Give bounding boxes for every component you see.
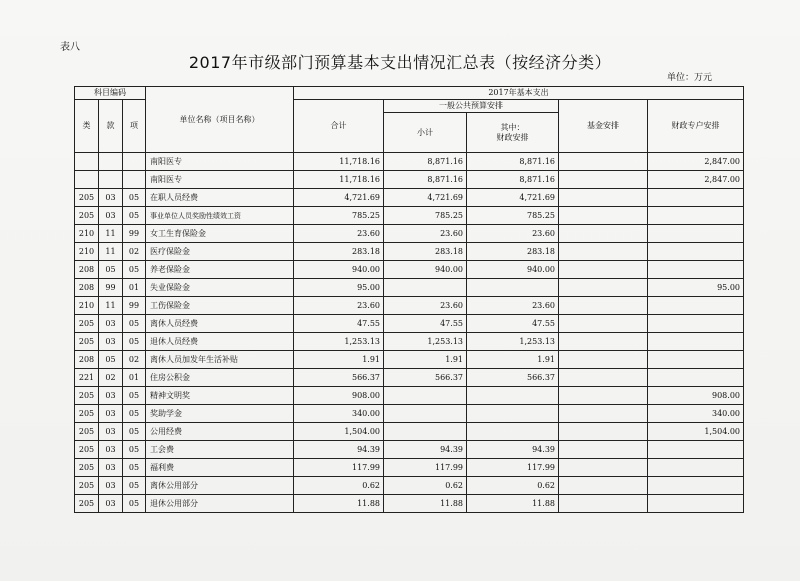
cell-unit-name: 工伤保险金 bbox=[146, 297, 294, 315]
cell-special bbox=[648, 333, 744, 351]
cell-unit-name: 事业单位人员奖励性绩效工资 bbox=[146, 207, 294, 225]
header-lei: 类 bbox=[75, 100, 99, 153]
cell-unit-name: 退休人员经费 bbox=[146, 333, 294, 351]
cell-kuan: 03 bbox=[99, 189, 123, 207]
cell-kuan: 03 bbox=[99, 207, 123, 225]
cell-xiang bbox=[123, 153, 146, 171]
cell-fund bbox=[559, 279, 648, 297]
cell-kuan: 11 bbox=[99, 243, 123, 261]
cell-subtotal: 117.99 bbox=[384, 459, 467, 477]
cell-fiscal bbox=[467, 387, 559, 405]
cell-special bbox=[648, 243, 744, 261]
cell-unit-name: 住房公积金 bbox=[146, 369, 294, 387]
header-general-budget: 一般公共预算安排 bbox=[384, 100, 559, 113]
cell-lei: 205 bbox=[75, 441, 99, 459]
cell-kuan: 11 bbox=[99, 225, 123, 243]
cell-subtotal bbox=[384, 387, 467, 405]
cell-special bbox=[648, 297, 744, 315]
cell-fiscal bbox=[467, 405, 559, 423]
cell-fund bbox=[559, 405, 648, 423]
table-row bbox=[75, 351, 744, 369]
cell-total: 4,721.69 bbox=[294, 189, 384, 207]
cell-subtotal bbox=[384, 279, 467, 297]
cell-fund bbox=[559, 153, 648, 171]
cell-subtotal: 1,253.13 bbox=[384, 333, 467, 351]
table-row bbox=[75, 225, 744, 243]
cell-fiscal: 23.60 bbox=[467, 297, 559, 315]
cell-xiang: 02 bbox=[123, 351, 146, 369]
cell-subtotal: 566.37 bbox=[384, 369, 467, 387]
cell-lei: 208 bbox=[75, 351, 99, 369]
cell-kuan bbox=[99, 153, 123, 171]
cell-xiang: 02 bbox=[123, 243, 146, 261]
cell-total: 11,718.16 bbox=[294, 171, 384, 189]
cell-xiang: 99 bbox=[123, 225, 146, 243]
cell-fund bbox=[559, 297, 648, 315]
cell-unit-name: 南阳医专 bbox=[146, 153, 294, 171]
cell-subtotal: 4,721.69 bbox=[384, 189, 467, 207]
cell-subtotal: 11.88 bbox=[384, 495, 467, 513]
cell-xiang: 05 bbox=[123, 423, 146, 441]
cell-kuan: 03 bbox=[99, 387, 123, 405]
table-row bbox=[75, 423, 744, 441]
cell-xiang: 05 bbox=[123, 405, 146, 423]
table-row bbox=[75, 261, 744, 279]
cell-fiscal: 940.00 bbox=[467, 261, 559, 279]
cell-subtotal: 23.60 bbox=[384, 297, 467, 315]
cell-kuan: 03 bbox=[99, 315, 123, 333]
cell-lei: 210 bbox=[75, 297, 99, 315]
cell-kuan: 03 bbox=[99, 495, 123, 513]
cell-unit-name: 离休人员经费 bbox=[146, 315, 294, 333]
table-row bbox=[75, 459, 744, 477]
cell-subtotal: 0.62 bbox=[384, 477, 467, 495]
cell-lei: 205 bbox=[75, 459, 99, 477]
cell-kuan: 03 bbox=[99, 441, 123, 459]
table-row bbox=[75, 243, 744, 261]
cell-unit-name: 在职人员经费 bbox=[146, 189, 294, 207]
table-row bbox=[75, 441, 744, 459]
table-row bbox=[75, 279, 744, 297]
cell-kuan: 03 bbox=[99, 459, 123, 477]
cell-subtotal: 8,871.16 bbox=[384, 171, 467, 189]
cell-fund bbox=[559, 369, 648, 387]
cell-subtotal: 94.39 bbox=[384, 441, 467, 459]
cell-xiang: 05 bbox=[123, 207, 146, 225]
cell-kuan: 05 bbox=[99, 351, 123, 369]
cell-unit-name: 退休公用部分 bbox=[146, 495, 294, 513]
cell-xiang: 01 bbox=[123, 279, 146, 297]
cell-total: 95.00 bbox=[294, 279, 384, 297]
cell-lei: 205 bbox=[75, 495, 99, 513]
cell-xiang: 05 bbox=[123, 261, 146, 279]
cell-lei: 221 bbox=[75, 369, 99, 387]
cell-fund bbox=[559, 495, 648, 513]
page-title: 2017年市级部门预算基本支出情况汇总表（按经济分类） bbox=[188, 53, 612, 72]
cell-fiscal: 283.18 bbox=[467, 243, 559, 261]
cell-fund bbox=[559, 477, 648, 495]
cell-fiscal: 785.25 bbox=[467, 207, 559, 225]
cell-fund bbox=[559, 441, 648, 459]
cell-fund bbox=[559, 315, 648, 333]
cell-fiscal: 94.39 bbox=[467, 441, 559, 459]
cell-xiang: 05 bbox=[123, 495, 146, 513]
cell-total: 47.55 bbox=[294, 315, 384, 333]
cell-special bbox=[648, 441, 744, 459]
table-row bbox=[75, 387, 744, 405]
cell-total: 23.60 bbox=[294, 297, 384, 315]
cell-special bbox=[648, 261, 744, 279]
cell-fiscal: 11.88 bbox=[467, 495, 559, 513]
cell-xiang: 01 bbox=[123, 369, 146, 387]
cell-fiscal: 0.62 bbox=[467, 477, 559, 495]
cell-lei: 205 bbox=[75, 405, 99, 423]
cell-fiscal: 117.99 bbox=[467, 459, 559, 477]
cell-fiscal: 1,253.13 bbox=[467, 333, 559, 351]
cell-total: 940.00 bbox=[294, 261, 384, 279]
cell-total: 283.18 bbox=[294, 243, 384, 261]
table-row bbox=[75, 495, 744, 513]
cell-kuan: 02 bbox=[99, 369, 123, 387]
cell-unit-name: 公用经费 bbox=[146, 423, 294, 441]
cell-total: 1.91 bbox=[294, 351, 384, 369]
cell-unit-name: 工会费 bbox=[146, 441, 294, 459]
cell-special: 2,847.00 bbox=[648, 153, 744, 171]
cell-lei: 210 bbox=[75, 225, 99, 243]
cell-lei: 205 bbox=[75, 315, 99, 333]
cell-lei bbox=[75, 153, 99, 171]
cell-kuan: 03 bbox=[99, 405, 123, 423]
cell-total: 908.00 bbox=[294, 387, 384, 405]
table-row bbox=[75, 189, 744, 207]
table-row bbox=[75, 315, 744, 333]
cell-xiang: 05 bbox=[123, 315, 146, 333]
unit-label: 单位：万元 bbox=[666, 73, 712, 83]
cell-unit-name: 失业保险金 bbox=[146, 279, 294, 297]
cell-subtotal: 8,871.16 bbox=[384, 153, 467, 171]
header-unit-name: 单位名称（项目名称） bbox=[146, 87, 294, 153]
cell-subtotal: 1.91 bbox=[384, 351, 467, 369]
cell-subtotal: 940.00 bbox=[384, 261, 467, 279]
cell-total: 94.39 bbox=[294, 441, 384, 459]
cell-special: 1,504.00 bbox=[648, 423, 744, 441]
cell-special bbox=[648, 477, 744, 495]
cell-kuan: 05 bbox=[99, 261, 123, 279]
header-code-group: 科目编码 bbox=[75, 87, 146, 100]
header-xiang: 项 bbox=[123, 100, 146, 153]
cell-total: 785.25 bbox=[294, 207, 384, 225]
table-row bbox=[75, 405, 744, 423]
cell-total: 117.99 bbox=[294, 459, 384, 477]
cell-fiscal: 23.60 bbox=[467, 225, 559, 243]
cell-lei: 205 bbox=[75, 189, 99, 207]
cell-special bbox=[648, 315, 744, 333]
table-row bbox=[75, 153, 744, 171]
cell-lei: 205 bbox=[75, 387, 99, 405]
cell-unit-name: 奖助学金 bbox=[146, 405, 294, 423]
table-row bbox=[75, 477, 744, 495]
cell-special bbox=[648, 189, 744, 207]
cell-unit-name: 精神文明奖 bbox=[146, 387, 294, 405]
cell-total: 11,718.16 bbox=[294, 153, 384, 171]
header-fiscal: 其中： 财政安排 bbox=[467, 113, 559, 153]
cell-special: 908.00 bbox=[648, 387, 744, 405]
cell-fiscal bbox=[467, 279, 559, 297]
cell-unit-name: 南阳医专 bbox=[146, 171, 294, 189]
cell-total: 23.60 bbox=[294, 225, 384, 243]
cell-xiang: 05 bbox=[123, 333, 146, 351]
cell-xiang: 05 bbox=[123, 459, 146, 477]
cell-unit-name: 离休公用部分 bbox=[146, 477, 294, 495]
cell-unit-name: 离休人员加发年生活补贴 bbox=[146, 351, 294, 369]
cell-lei: 205 bbox=[75, 423, 99, 441]
cell-subtotal bbox=[384, 423, 467, 441]
cell-lei: 208 bbox=[75, 279, 99, 297]
cell-kuan: 11 bbox=[99, 297, 123, 315]
header-special: 财政专户安排 bbox=[648, 100, 744, 153]
cell-fund bbox=[559, 423, 648, 441]
cell-total: 0.62 bbox=[294, 477, 384, 495]
header-fund: 基金安排 bbox=[559, 100, 648, 153]
cell-special: 95.00 bbox=[648, 279, 744, 297]
table-row bbox=[75, 171, 744, 189]
cell-fund bbox=[559, 351, 648, 369]
cell-fund bbox=[559, 225, 648, 243]
cell-special bbox=[648, 225, 744, 243]
table-row bbox=[75, 207, 744, 225]
cell-lei: 205 bbox=[75, 333, 99, 351]
cell-xiang: 05 bbox=[123, 441, 146, 459]
cell-special bbox=[648, 207, 744, 225]
cell-xiang: 99 bbox=[123, 297, 146, 315]
table-row bbox=[75, 333, 744, 351]
table-number-label: 表八 bbox=[60, 42, 80, 53]
cell-special bbox=[648, 351, 744, 369]
header-basic-expense: 2017年基本支出 bbox=[294, 87, 744, 100]
cell-fund bbox=[559, 207, 648, 225]
cell-total: 11.88 bbox=[294, 495, 384, 513]
header-total: 合计 bbox=[294, 100, 384, 153]
cell-special: 340.00 bbox=[648, 405, 744, 423]
cell-fiscal: 8,871.16 bbox=[467, 153, 559, 171]
cell-fiscal: 8,871.16 bbox=[467, 171, 559, 189]
cell-special bbox=[648, 369, 744, 387]
cell-fund bbox=[559, 387, 648, 405]
cell-subtotal: 283.18 bbox=[384, 243, 467, 261]
cell-total: 566.37 bbox=[294, 369, 384, 387]
cell-kuan: 99 bbox=[99, 279, 123, 297]
cell-kuan bbox=[99, 171, 123, 189]
cell-kuan: 03 bbox=[99, 477, 123, 495]
cell-xiang: 05 bbox=[123, 477, 146, 495]
cell-total: 340.00 bbox=[294, 405, 384, 423]
cell-unit-name: 养老保险金 bbox=[146, 261, 294, 279]
cell-fund bbox=[559, 261, 648, 279]
cell-subtotal: 23.60 bbox=[384, 225, 467, 243]
cell-subtotal: 785.25 bbox=[384, 207, 467, 225]
cell-kuan: 03 bbox=[99, 333, 123, 351]
cell-subtotal: 47.55 bbox=[384, 315, 467, 333]
cell-special bbox=[648, 495, 744, 513]
cell-xiang: 05 bbox=[123, 189, 146, 207]
cell-fund bbox=[559, 189, 648, 207]
cell-fiscal bbox=[467, 423, 559, 441]
cell-total: 1,253.13 bbox=[294, 333, 384, 351]
cell-lei: 205 bbox=[75, 207, 99, 225]
cell-kuan: 03 bbox=[99, 423, 123, 441]
header-kuan: 款 bbox=[99, 100, 123, 153]
cell-lei: 208 bbox=[75, 261, 99, 279]
cell-fiscal: 1.91 bbox=[467, 351, 559, 369]
cell-subtotal bbox=[384, 405, 467, 423]
cell-unit-name: 医疗保险金 bbox=[146, 243, 294, 261]
budget-table bbox=[74, 86, 744, 513]
cell-xiang bbox=[123, 171, 146, 189]
cell-fiscal: 4,721.69 bbox=[467, 189, 559, 207]
table-row bbox=[75, 369, 744, 387]
table-row bbox=[75, 297, 744, 315]
cell-special: 2,847.00 bbox=[648, 171, 744, 189]
cell-lei bbox=[75, 171, 99, 189]
cell-fund bbox=[559, 333, 648, 351]
cell-unit-name: 女工生育保险金 bbox=[146, 225, 294, 243]
cell-total: 1,504.00 bbox=[294, 423, 384, 441]
cell-lei: 210 bbox=[75, 243, 99, 261]
cell-lei: 205 bbox=[75, 477, 99, 495]
cell-fund bbox=[559, 171, 648, 189]
cell-fiscal: 566.37 bbox=[467, 369, 559, 387]
cell-fiscal: 47.55 bbox=[467, 315, 559, 333]
cell-fund bbox=[559, 243, 648, 261]
cell-xiang: 05 bbox=[123, 387, 146, 405]
cell-unit-name: 福利费 bbox=[146, 459, 294, 477]
cell-fund bbox=[559, 459, 648, 477]
cell-special bbox=[648, 459, 744, 477]
header-subtotal: 小计 bbox=[384, 113, 467, 153]
